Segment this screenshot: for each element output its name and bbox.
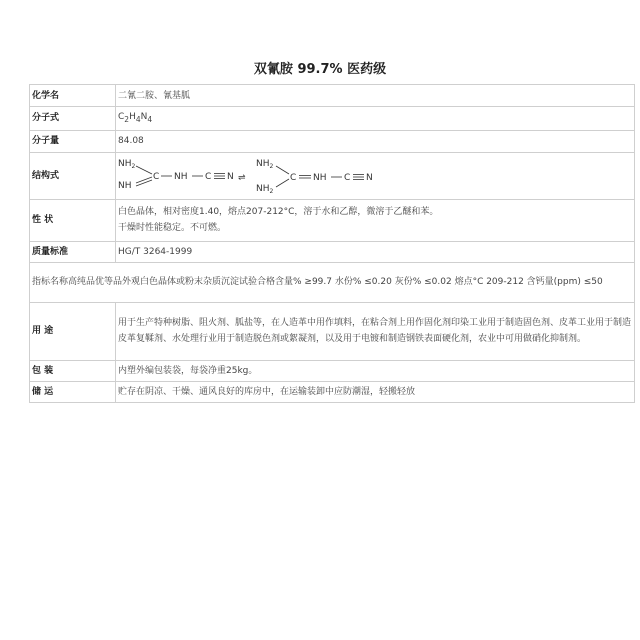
label-storage: 储 运 [30,381,116,402]
formula-c-sub: 2 [124,114,130,124]
table-row-storage [30,381,635,402]
struct-left-nh: NH [118,180,132,191]
struct-left-nh2: $NH_2$ [118,158,136,170]
structure-formula-diagram [118,155,418,197]
struct-bond [276,179,289,187]
value-structure [116,152,635,199]
table-row-structure [30,152,635,199]
value-storage: 贮存在阴凉、干燥、通风良好的库房中，在运输装卸中应防潮湿，轻搬轻放 [116,381,635,402]
struct-bond [136,180,152,186]
value-formula [116,107,635,131]
label-structure: 结构式 [30,152,116,199]
value-weight: 84.08 [116,130,635,152]
table-row-chemical-name [30,85,635,107]
product-spec-table [29,84,635,403]
struct-left-c2: C [205,171,212,182]
label-formula: 分子式 [30,107,116,131]
formula-n-sub: 4 [147,114,153,124]
struct-right-nh2-top: $NH_2$ [256,158,274,170]
value-usage: 用于生产特种树脂、阻火剂、胍盐等，在人造革中用作填料，在粘合剂上用作固化剂印染工业用于制造固色剂、皮革工业用于制造皮革复鞣剂、水处理行业用于制造脱色剂或絮凝剂，以及用于电镀和制造钢铁表面硬化剂，农业中可用做硝化抑制剂。 [116,302,635,360]
table-row-formula [30,107,635,131]
struct-right-n2: N [366,172,373,183]
value-properties [116,199,635,241]
struct-right-n: NH [313,172,327,183]
table-row-standard [30,241,635,262]
struct-bond [136,177,152,183]
properties-line-2: 干燥时性能稳定。不可燃。 [118,223,227,234]
label-usage: 用 途 [30,302,116,360]
struct-equilibrium: ⇌ [238,172,246,183]
formula-h: H [129,112,136,122]
struct-left-c: C [153,171,160,182]
formula-c: C [118,112,125,122]
table-row-spec [30,262,635,302]
page-title: 双氰胺 99.7% 医药级 [253,62,387,77]
properties-line-1: 白色晶体，相对密度1.40，熔点207-212°C，溶于水和乙醇，微溶于乙醚和苯。 [118,207,439,218]
struct-right-c: C [290,172,297,183]
label-properties: 性 状 [30,199,116,241]
formula-h-sub: 4 [135,114,141,124]
value-packing: 内塑外编包装袋，每袋净重25kg。 [116,360,635,381]
label-chemical-name: 化学名 [30,85,116,107]
label-packing: 包 装 [30,360,116,381]
table-row-properties [30,199,635,241]
value-chemical-name: 二氰二胺、氰基胍 [116,85,635,107]
struct-right-nh2-bottom: $NH_2$ [256,183,274,195]
struct-bond [276,166,289,174]
value-spec: 指标名称高纯品优等品外观白色晶体或粉末杂质沉淀试验合格含量% ≥99.7 水份% ≤0.20 灰份% ≤0.02 熔点°C 209-212 含钙量(ppm) ≤50 [30,262,635,302]
struct-left-nh-chain: NH [174,171,188,182]
label-weight: 分子量 [30,130,116,152]
value-standard: HG/T 3264-1999 [116,241,635,262]
table-row-packing [30,360,635,381]
label-standard: 质量标准 [30,241,116,262]
table-row-weight [30,130,635,152]
table-row-usage [30,302,635,360]
struct-bond [136,166,152,174]
struct-right-c2: C [344,172,351,183]
formula-n: N [140,112,148,122]
struct-left-n: N [227,171,234,182]
